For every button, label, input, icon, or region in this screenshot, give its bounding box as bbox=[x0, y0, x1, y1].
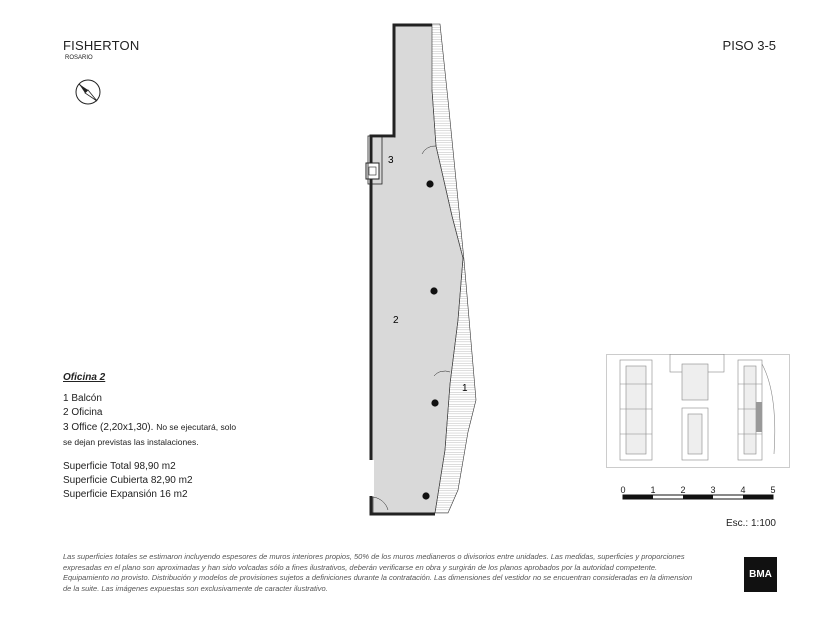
project-title: FISHERTON bbox=[63, 38, 140, 53]
legend-note: No se ejecutará, solo se dejan previstas las instalaciones. bbox=[63, 422, 237, 447]
bma-logo: BMA bbox=[744, 557, 777, 592]
project-city: ROSARIO bbox=[65, 55, 93, 61]
scale-tick-label: 1 bbox=[650, 485, 656, 495]
legend-item-office: 3 Office (2,20x1,30). bbox=[63, 422, 154, 433]
disclaimer-text: Las superficies totales se estimaron incluyendo espesores de muros interiores propios, 50% de los muros medianeros o divisorios entre unidades. Las medidas, superficies y proporciones expresadas en el plano son aproximadas y han sido volcadas sólo a fines ilustrativos, deberán verificarse en obra y surgirán de los planos aprobados por la autoridad competente. Equipamiento no provisto. Distribución y modelos de provisiones sujetos a definiciones durante la contratación. Las dimensiones del vestidor no se encuentran consideradas en la dimension de la suite. Las imágenes expuestas son exclusivamente de caracter ilustrativo. bbox=[63, 552, 693, 593]
legend-item: 1 Balcón bbox=[63, 393, 102, 404]
scale-tick-label: 0 bbox=[620, 485, 626, 495]
floor-label: PISO 3-5 bbox=[722, 38, 776, 53]
north-arrow-icon bbox=[74, 78, 102, 106]
area-expansion: Superficie Expansión 16 m2 bbox=[63, 489, 188, 500]
floor-plan bbox=[340, 20, 490, 520]
area-list bbox=[63, 460, 243, 502]
room-label-2: 2 bbox=[393, 315, 399, 326]
legend-title: Oficina 2 bbox=[63, 372, 106, 383]
scale-tick-label: 3 bbox=[710, 485, 716, 495]
scale-tick-label: 2 bbox=[680, 485, 686, 495]
legend-item bbox=[63, 420, 243, 450]
scale-label: Esc.: 1:100 bbox=[725, 518, 776, 529]
scale-tick-label: 5 bbox=[770, 485, 776, 495]
room-label-1: 1 bbox=[462, 383, 468, 394]
room-label-3: 3 bbox=[388, 155, 394, 166]
legend bbox=[63, 371, 243, 502]
legend-item: 2 Oficina bbox=[63, 407, 103, 418]
scale-bar bbox=[612, 484, 788, 518]
scale-tick-label: 4 bbox=[740, 485, 746, 495]
area-total: Superficie Total 98,90 m2 bbox=[63, 461, 176, 472]
key-plan bbox=[606, 354, 790, 468]
area-covered: Superficie Cubierta 82,90 m2 bbox=[63, 475, 193, 486]
